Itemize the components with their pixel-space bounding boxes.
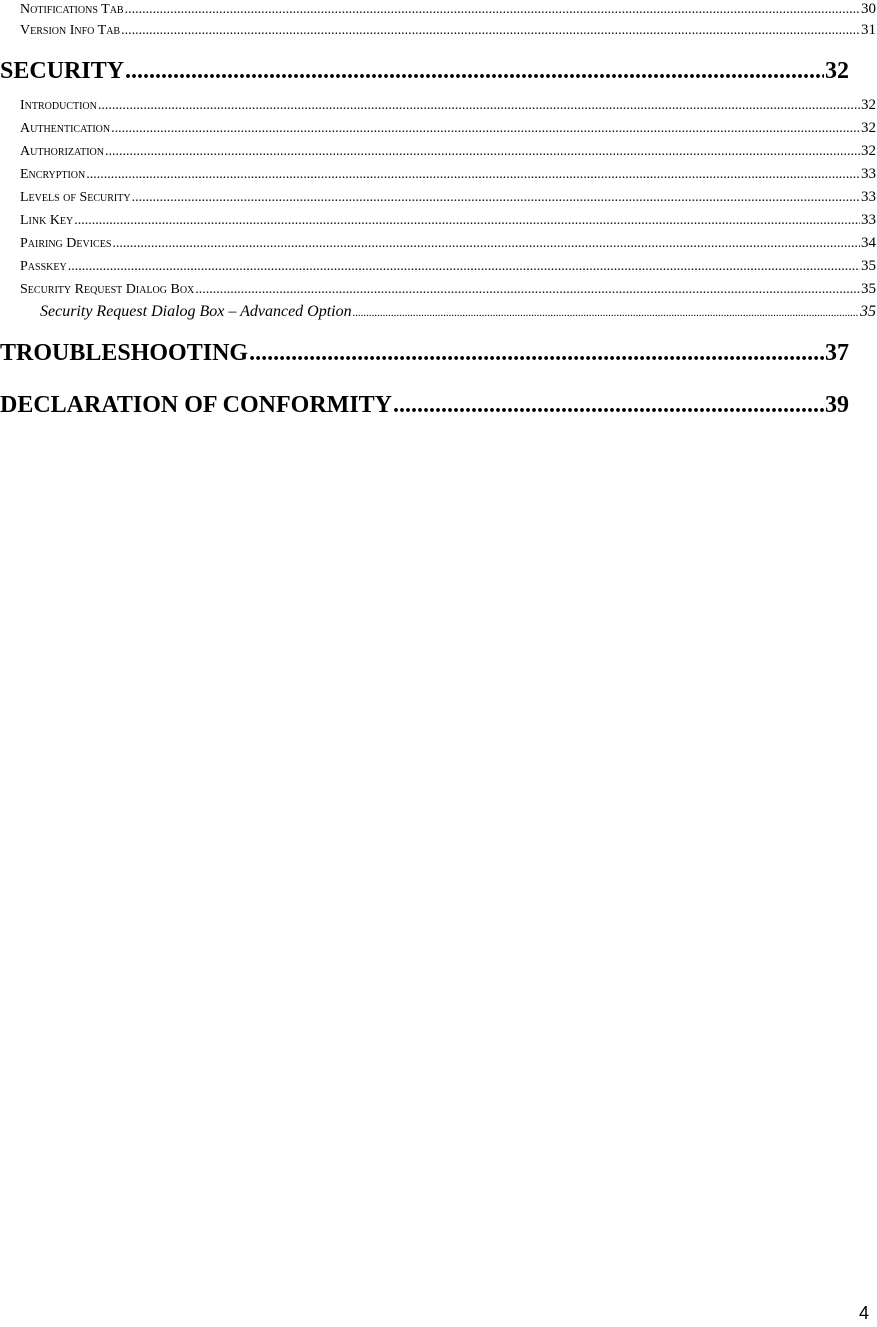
toc-entry-label: Pairing Devices xyxy=(20,236,112,251)
toc-entry-label: Security Request Dialog Box xyxy=(20,282,195,297)
toc-entry-label: Levels of Security xyxy=(20,190,131,205)
toc-entry-label: DECLARATION OF CONFORMITY xyxy=(0,392,393,418)
toc-entry-security-request-advanced-option[interactable] xyxy=(0,303,876,321)
toc-leader-dots xyxy=(393,391,824,419)
toc-entry-levels-of-security[interactable] xyxy=(0,188,876,206)
toc-entry-page: 31 xyxy=(861,22,876,38)
toc-entry-page: 33 xyxy=(861,189,876,205)
toc-entry-label: SECURITY xyxy=(0,58,125,84)
toc-entry-security-request-dialog-box[interactable] xyxy=(0,280,876,298)
toc-entry-page: 35 xyxy=(861,258,876,274)
toc-entry-label: Passkey xyxy=(20,259,67,274)
toc-leader-dots xyxy=(74,212,860,230)
page-number: 4 xyxy=(858,1303,869,1323)
toc-entry-page: 32 xyxy=(861,143,876,159)
toc-entry-label: Introduction xyxy=(20,98,97,113)
toc-entry-page: 37 xyxy=(825,340,849,366)
toc-leader-dots xyxy=(105,143,860,161)
toc-leader-dots xyxy=(68,258,860,276)
toc-entry-label: Link Key xyxy=(20,213,74,228)
toc-entry-encryption[interactable] xyxy=(0,165,876,183)
toc-entry-label: Encryption xyxy=(20,167,86,182)
toc-entry-page: 34 xyxy=(861,235,876,251)
toc-entry-authorization[interactable] xyxy=(0,142,876,160)
toc-entry-page: 32 xyxy=(861,97,876,113)
toc-entry-label: Version Info Tab xyxy=(20,23,121,38)
toc-entry-page: 32 xyxy=(861,120,876,136)
toc-entry-label: Notifications Tab xyxy=(20,2,124,17)
toc-entry-page: 33 xyxy=(861,166,876,182)
toc-entry-introduction[interactable] xyxy=(0,96,876,114)
toc-entry-label: Authentication xyxy=(20,121,111,136)
toc-entry-security[interactable] xyxy=(0,57,849,85)
toc-leader-dots xyxy=(121,22,860,40)
toc-entry-page: 35 xyxy=(861,281,876,297)
toc-leader-dots xyxy=(112,235,860,253)
toc-entry-link-key[interactable] xyxy=(0,211,876,229)
toc-entry-page: 32 xyxy=(825,58,849,84)
toc-leader-dots xyxy=(249,339,824,367)
toc-leader-dots xyxy=(353,304,859,322)
toc-leader-dots xyxy=(195,281,860,299)
toc-leader-dots xyxy=(125,1,860,19)
toc-leader-dots xyxy=(132,189,860,207)
toc-entry-troubleshooting[interactable] xyxy=(0,339,849,367)
toc-entry-page: 33 xyxy=(861,212,876,228)
toc-entry-authentication[interactable] xyxy=(0,119,876,137)
toc-entry-page: 39 xyxy=(825,392,849,418)
toc-entry-version-info-tab[interactable] xyxy=(0,21,876,39)
toc-entry-page: 30 xyxy=(861,1,876,17)
toc-leader-dots xyxy=(98,97,860,115)
toc-leader-dots xyxy=(111,120,860,138)
toc-leader-dots xyxy=(125,57,824,85)
toc-entry-passkey[interactable] xyxy=(0,257,876,275)
toc-entry-declaration-of-conformity[interactable] xyxy=(0,391,849,419)
toc-entry-label: TROUBLESHOOTING xyxy=(0,340,249,366)
toc-entry-label: Security Request Dialog Box – Advanced Option xyxy=(40,303,352,320)
toc-entry-page: 35 xyxy=(860,303,876,320)
toc-entry-label: Authorization xyxy=(20,144,104,159)
toc-entry-pairing-devices[interactable] xyxy=(0,234,876,252)
toc-entry-notifications-tab[interactable] xyxy=(0,0,876,18)
toc-leader-dots xyxy=(86,166,860,184)
